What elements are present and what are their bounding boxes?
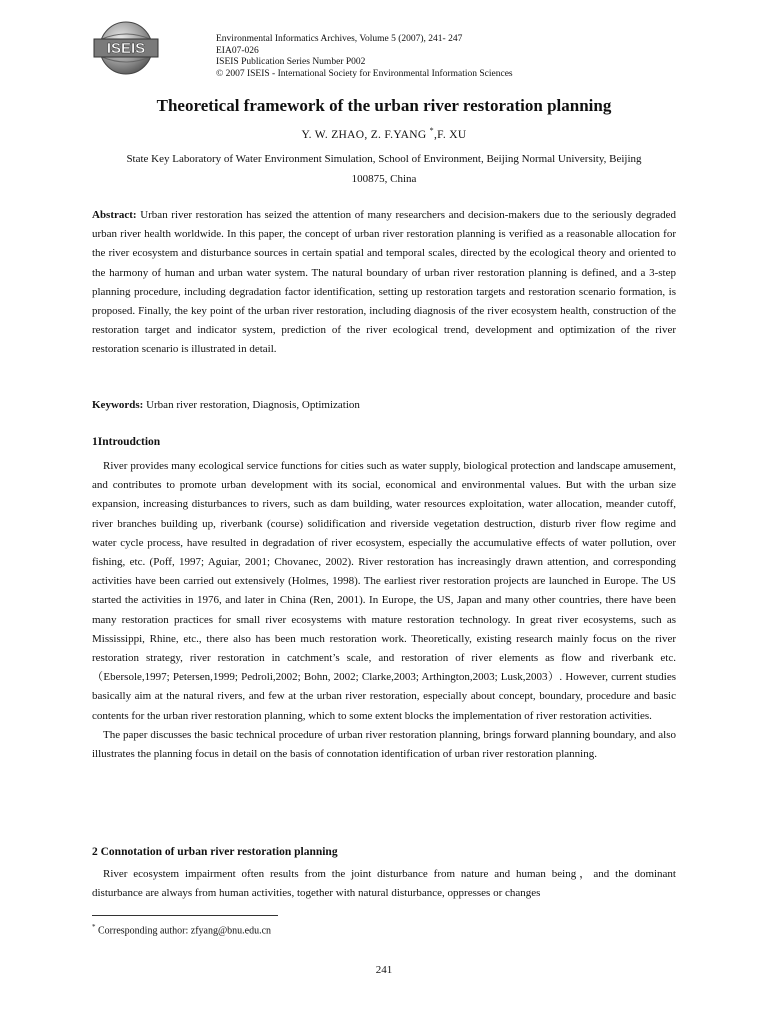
section-1-heading: 1Introudction bbox=[92, 436, 161, 448]
authors-before: Y. W. ZHAO, Z. F.YANG bbox=[301, 128, 430, 141]
abstract bbox=[92, 206, 676, 360]
footnote-mark: * bbox=[92, 923, 96, 931]
authors bbox=[0, 126, 768, 141]
affiliation bbox=[92, 149, 676, 189]
section-1-paragraph-2: The paper discusses the basic technical procedure of urban river restoration planning, brings forward planning boundary, and also illustrates the planning focus in detail on the basis of connotation identification of urban river restoration planning. bbox=[92, 728, 676, 761]
section-2-paragraph-1: River ecosystem impairment often results from the joint disturbance from nature and human being，and the dominant disturbance are always from human activities, together with natural disturbance, oppresses or changes bbox=[92, 868, 676, 900]
journal-header bbox=[216, 34, 513, 81]
series-line: ISEIS Publication Series Number P002 bbox=[216, 57, 366, 68]
footnote bbox=[92, 920, 271, 938]
copyright-line: © 2007 ISEIS - International Society for Environmental Information Sciences bbox=[216, 69, 513, 80]
authors-after: ,F. XU bbox=[433, 128, 467, 141]
page-number: 241 bbox=[375, 964, 393, 976]
paper-title: Theoretical framework of the urban river restoration planning bbox=[156, 96, 612, 115]
keywords-text: Urban river restoration, Diagnosis, Optimization bbox=[143, 399, 360, 411]
article-code: EIA07-026 bbox=[216, 45, 259, 56]
keywords bbox=[92, 396, 676, 415]
abstract-label: Abstract: bbox=[92, 209, 137, 221]
section-2-body bbox=[92, 865, 676, 903]
iseis-logo bbox=[92, 19, 160, 77]
logo-text: ISEIS bbox=[106, 40, 146, 57]
footnote-text: Corresponding author: zfyang@bnu.edu.cn bbox=[95, 925, 272, 937]
affiliation-line-1: State Key Laboratory of Water Environment Simulation, School of Environment, Beijing Normal University, Beijing bbox=[126, 153, 642, 165]
section-1-body bbox=[92, 457, 676, 764]
journal-line: Environmental Informatics Archives, Volume 5 (2007), 241- 247 bbox=[216, 34, 463, 44]
section-2-heading: 2 Connotation of urban river restoration planning bbox=[92, 846, 338, 858]
keywords-label: Keywords: bbox=[92, 399, 144, 411]
affiliation-line-2: 100875, China bbox=[351, 173, 417, 185]
abstract-text: Urban river restoration has seized the attention of many researchers and decision-makers due to the seriously degraded urban river health worldwide. In this paper, the concept of urban river restoration planning is verified as a reasonable allocation for the river ecosystem and disturbance sources in certain spatial and temporal scales, directed by the ecological theory and oriented to the harmony of human and urban water system. The natural boundary of urban river restoration planning is defined, and a 3-step planning procedure, including degradation factor identification, setting up restoration targets and restoration scenario formation, is proposed. Finally, the key point of the urban river restoration, including diagnosis of the river ecosystem health, construction of the restoration target and indicator system, prediction of the river ecological trend, development and optimization of the river restoration scenario is illustrated in detail. bbox=[92, 209, 676, 356]
corresponding-mark: * bbox=[429, 126, 434, 135]
footnote-rule bbox=[92, 915, 278, 916]
section-1-paragraph-1: River provides many ecological service functions for cities such as water supply, biological protection and landscape amusement, and contributes to promote urban development with its social, economical and environmental values. But with the urban size expansion, increasing disturbances to rivers, such as dam building, water resources exploitation, water allocation, meander cutoff, river branches building up, riverbank (course) solidification and riverside vegetation destruction, disturb river flow regime and water cycle process, have resulted in degradation of river ecosystem, especially the accumulative effects of water pollution, over fishing, etc. (Poff, 1997; Aguiar, 2001; Chovanec, 2002). River restoration has increasingly drawn attention, and corresponding activities have been carried out extensively (Holmes, 1998). The earliest river restoration projects are launched in Europe. The US started the activities in 1976, and later in China (Ren, 2001). In Europe, the US, Japan and many other countries, there have been many restoration practices for small river ecosystems with mature restoration technology. In great river ecosystems, such as Mississippi, Rhine, etc., there also has been much restoration work. Theoretically, existing research mainly focus on the river restoration strategy, river restoration in catchment’s scale, and restoration of river elements as flow and riverbank etc. （Ebersole,1997; Petersen,1999; Pedroli,2002; Bohn, 2002; Clarke,2003; Arthington,2003; Lusk,2003）. However, current studies basically aim at the natural rivers, and few at the urban river restoration, especially about concept, boundary, procedure and basic contents for the urban river restoration planning, which to some extent blocks the implementation of river restoration activities. bbox=[92, 460, 676, 722]
